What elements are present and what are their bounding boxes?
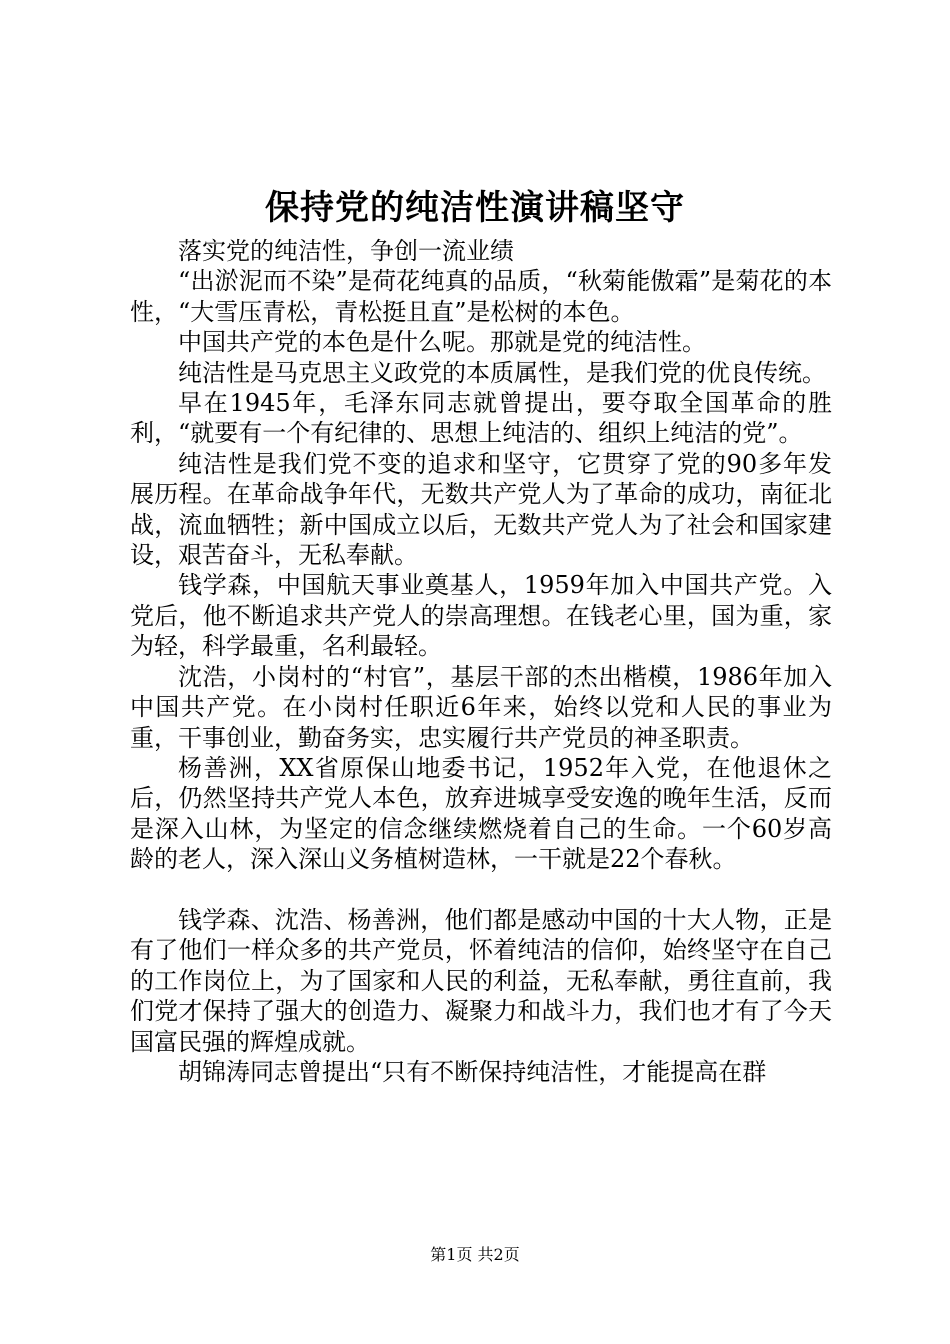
document-body — [130, 236, 832, 1087]
paragraph: 钱学森、沈浩、杨善洲，他们都是感动中国的十大人物，正是有了他们一样众多的共产党员，怀着纯洁的信仰，始终坚守在自己的工作岗位上，为了国家和人民的利益，无私奉献，勇往直前，我们党才保持了强大的创造力、凝聚力和战斗力，我们也才有了今天国富民强的辉煌成就。 — [130, 905, 832, 1056]
paragraph: 落实党的纯洁性，争创一流业绩 — [178, 237, 514, 265]
paragraph: “出淤泥而不染”是荷花纯真的品质，“秋菊能傲霜”是菊花的本性，“大雪压青松，青松挺且直”是松树的本色。 — [130, 267, 832, 326]
paragraph: 纯洁性是马克思主义政党的本质属性，是我们党的优良传统。 — [178, 358, 826, 387]
document-title: 保持党的纯洁性演讲稿坚守 — [265, 188, 685, 228]
paragraph: 早在1945年，毛泽东同志就曾提出，要夺取全国革命的胜利，“就要有一个有纪律的、思想上纯洁的、组织上纯洁的党”。 — [130, 389, 832, 448]
paragraph: 钱学森，中国航天事业奠基人，1959年加入中国共产党。入党后，他不断追求共产党人的崇高理想。在钱老心里，国为重，家为轻，科学最重，名利最轻。 — [130, 571, 832, 661]
paragraph: 沈浩，小岗村的“村官”，基层干部的杰出楷模，1986年加入中国共产党。在小岗村任职近6年来，始终以党和人民的事业为重，干事创业，勤奋务实，忠实履行共产党员的神圣职责。 — [130, 662, 832, 752]
blank-line — [130, 875, 832, 905]
paragraph: 中国共产党的本色是什么呢。那就是党的纯洁性。 — [178, 328, 706, 357]
paragraph: 杨善洲，XX省原保山地委书记，1952年入党，在他退休之后，仍然坚持共产党人本色，放弃进城享受安逸的晚年生活，反而是深入山林，为坚定的信念继续燃烧着自己的生命。一个60岁高龄的老人，深入深山义务植树造林，一干就是22个春秋。 — [130, 753, 832, 874]
paragraph: 胡锦涛同志曾提出“只有不断保持纯洁性，才能提高在群 — [178, 1057, 767, 1086]
paragraph: 纯洁性是我们党不变的追求和坚守，它贯穿了党的90多年发展历程。在革命战争年代，无数共产党人为了革命的成功，南征北战，流血牺牲；新中国成立以后，无数共产党人为了社会和国家建设，艰苦奋斗，无私奉献。 — [130, 449, 832, 570]
page-number: 第1页 共2页 — [430, 1245, 520, 1264]
